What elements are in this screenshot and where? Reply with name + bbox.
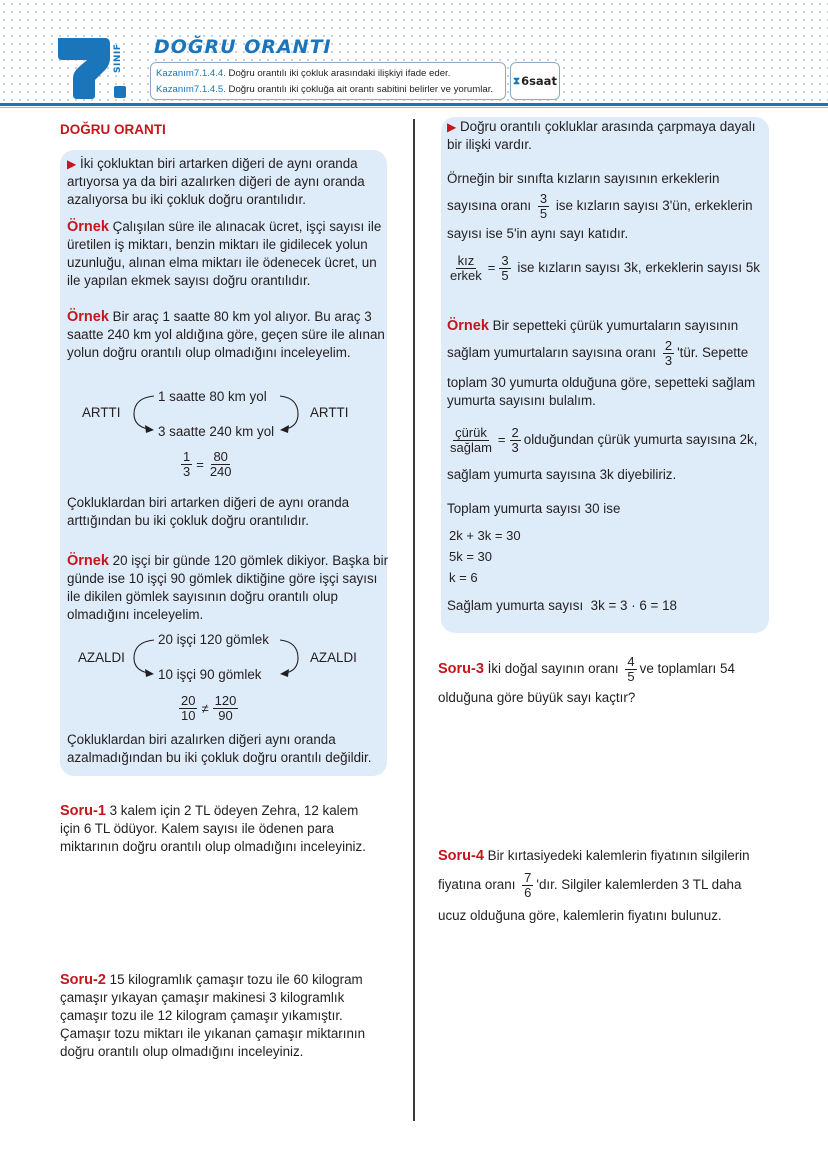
question-label: Soru-4	[438, 848, 484, 864]
section-title: DOĞRU ORANTI	[60, 122, 166, 137]
text: 'tür. Sepette	[677, 345, 749, 360]
example-label: Örnek	[447, 318, 489, 334]
grade-label: SINIF	[113, 43, 123, 73]
learning-outcomes-box	[150, 62, 506, 100]
equals-sign: =	[196, 456, 204, 472]
example-text: 20 işçi bir günde 120 gömlek dikiyor. Başka bir günde ise 10 işçi 90 gömlek diktiğine göre işçi sayısı ile dikilen gömlek sayısının doğru orantılı olup olmadığını inceleyelim.	[67, 553, 389, 622]
example-label: Örnek	[67, 309, 109, 325]
example-2-conclusion: Çokluklardan biri artarken diğeri de aynı oranda arttığından bu iki çokluk doğru orantılıdır.	[67, 495, 350, 528]
ratio-inequality	[176, 694, 241, 723]
grade-seven-icon	[55, 36, 111, 100]
fraction	[179, 694, 197, 723]
question-3-line1	[438, 653, 768, 685]
question-label: Soru-1	[60, 803, 106, 819]
numerator: 80	[213, 449, 228, 464]
diagram-row-1: 20 işçi 120 gömlek	[158, 632, 269, 647]
outcome-code: Kazanım7.1.4.5.	[156, 84, 226, 95]
text: İki doğal sayının oranı	[483, 661, 619, 676]
fraction	[213, 694, 239, 723]
example-3-conclusion: Çokluklardan biri azalırken diğeri aynı oranda azalmadığından bu iki çokluk doğru orantılı değildir.	[67, 732, 372, 765]
question-1	[60, 802, 382, 856]
egg-ratio-line2: sağlam yumurta sayısına 3k diyebiliriz.	[447, 467, 677, 482]
numerator: 120	[214, 693, 237, 708]
page-title: DOĞRU ORANTI	[154, 36, 332, 58]
equation-2: 5k = 30	[449, 549, 493, 564]
outcome-code: Kazanım7.1.4.4.	[156, 68, 226, 79]
numerator: 2	[511, 424, 519, 440]
question-4-line1	[438, 847, 773, 865]
text: ve toplamları 54	[639, 661, 735, 676]
right-example-line1	[447, 317, 769, 335]
right-example-line3: toplam 30 yumurta olduğuna göre, sepetteki sağlam yumurta sayısını bulalım.	[447, 375, 756, 408]
text: Bir sepetteki çürük yumurtaların sayısının	[488, 318, 739, 333]
curved-arrow-left-icon	[130, 636, 160, 680]
left-side-label: AZALDI	[78, 650, 125, 665]
rule-text	[447, 118, 765, 154]
left-side-label: ARTTI	[82, 405, 121, 420]
not-equal-sign: ≠	[201, 700, 209, 716]
result-line: Sağlam yumurta sayısı 3k = 3 · 6 = 18	[447, 598, 677, 613]
curved-arrow-right-icon	[276, 636, 306, 680]
triangle-bullet-icon: ▶	[447, 120, 457, 134]
denominator: 5	[539, 205, 548, 221]
denominator: 5	[501, 267, 509, 283]
triangle-bullet-icon: ▶	[67, 157, 77, 171]
numerator: 7	[524, 869, 532, 885]
para1-line3: sayısı ise 5'in aynı sayı katıdır.	[447, 226, 629, 241]
grade-logo	[55, 36, 131, 102]
fraction	[499, 254, 510, 283]
text: fiyatına oranı	[438, 877, 516, 892]
header-rule-thin	[0, 107, 828, 108]
question-3-line2: olduğuna göre büyük sayı kaçtır?	[438, 690, 636, 705]
curved-arrow-right-icon	[276, 392, 306, 436]
question-4-line3: ucuz olduğuna göre, kalemlerin fiyatını bulunuz.	[438, 908, 722, 923]
equation-1: 2k + 3k = 30	[449, 528, 521, 543]
numerator: 20	[181, 693, 196, 708]
text: ise kızların sayısı 3k, erkeklerin sayısı 5k	[517, 260, 760, 275]
fraction	[448, 254, 484, 283]
denominator: 90	[218, 708, 233, 723]
example-1	[67, 218, 385, 290]
numerator: 2	[664, 337, 673, 353]
question-text: 15 kilogramlık çamaşır tozu ile 60 kilogram çamaşır yıkayan çamaşır makinesi 3 kilogramlık çamaşır tozu ile 12 kilogram çamaşır yıkamıştır. Çamaşır tozu miktarı ile yıkanan çamaşır miktarının doğru orantılı olup olmadığını inceleyiniz.	[60, 972, 366, 1059]
numerator: 1	[183, 449, 191, 464]
outcome-text: Doğru orantılı iki çokluğa ait orantı sabitini belirler ve yorumlar.	[225, 84, 494, 95]
definition-body: İki çokluktan biri artarken diğeri de aynı oranda artıyorsa ya da biri azalırken diğeri de aynı oranda azalıyorsa bu iki çokluk doğru orantılıdır.	[67, 156, 365, 207]
numerator: 3	[501, 252, 509, 268]
text: sağlam yumurtaların sayısına oranı	[447, 345, 657, 360]
learning-outcome	[156, 82, 500, 98]
denominator: 3	[511, 439, 519, 455]
outcome-text: Doğru orantılı iki çokluk arasındaki ilişkiyi ifade eder.	[225, 68, 451, 79]
equals-sign: =	[487, 260, 496, 276]
fraction	[538, 192, 549, 221]
numerator: 3	[539, 190, 548, 206]
duration-badge	[510, 62, 560, 100]
question-2	[60, 971, 382, 1061]
text: Bir kırtasiyedeki kalemlerin fiyatının silgilerin	[483, 848, 750, 863]
fraction	[208, 450, 234, 479]
logo-dot	[114, 86, 126, 98]
ratio-equation	[178, 450, 237, 479]
numerator: 4	[627, 653, 635, 669]
text: sayısına oranı	[447, 198, 532, 213]
example-label: Örnek	[67, 219, 109, 235]
egg-ratio-statement	[445, 424, 773, 456]
ratio-statement	[445, 252, 773, 284]
right-example-line2	[447, 337, 772, 369]
learning-outcome	[156, 66, 500, 82]
denominator: 240	[209, 464, 232, 479]
question-4-line2	[438, 869, 773, 901]
fraction	[663, 339, 674, 368]
example-text: Çalışılan süre ile alınacak ücret, işçi sayısı ile üretilen iş miktarı, benzin miktarı ile gidilecek yolun uzunluğu, alınan elma miktarı ile ödenecek ücret, un ile yapılan ekmek sayısı doğru orantılıdır.	[67, 219, 382, 288]
question-text: 3 kalem için 2 TL ödeyen Zehra, 12 kalem için 6 TL ödüyor. Kalem sayısı ile ödenen para miktarının doğru orantılı olup olmadığını inceleyiniz.	[60, 803, 366, 854]
fraction	[625, 655, 636, 684]
fraction	[522, 871, 533, 900]
denominator: 10	[181, 708, 196, 723]
equals-sign: =	[497, 432, 506, 448]
rule-body: Doğru orantılı çokluklar arasında çarpmaya dayalı bir ilişki vardır.	[447, 119, 756, 152]
hourglass-icon: ⧗	[513, 75, 521, 87]
example-2	[67, 308, 387, 362]
fraction	[181, 450, 192, 479]
duration-text: 6saat	[521, 74, 557, 88]
right-side-label: ARTTI	[310, 405, 349, 420]
fraction	[510, 426, 521, 455]
denominator: erkek	[450, 267, 482, 283]
right-side-label: AZALDI	[310, 650, 357, 665]
curved-arrow-left-icon	[130, 392, 160, 436]
example-label: Örnek	[67, 553, 109, 569]
denominator: sağlam	[450, 439, 492, 455]
denominator: 3	[664, 352, 673, 368]
definition-text	[67, 155, 382, 209]
numerator: çürük	[455, 424, 487, 440]
diagram-row-2: 3 saatte 240 km yol	[158, 424, 275, 439]
diagram-row-2: 10 işçi 90 gömlek	[158, 667, 262, 682]
fraction	[448, 426, 494, 455]
denominator: 5	[627, 668, 635, 684]
header-rule	[0, 103, 828, 106]
text: olduğundan çürük yumurta sayısına 2k,	[523, 432, 758, 447]
example-text: Bir araç 1 saatte 80 km yol alıyor. Bu araç 3 saatte 240 km yol aldığına göre, geçen süre ile alınan yolun doğru orantılı olup olmadığını inceleyelim.	[67, 309, 385, 360]
denominator: 3	[183, 464, 191, 479]
equation-3: k = 6	[449, 570, 478, 585]
question-label: Soru-2	[60, 972, 106, 988]
column-divider	[413, 119, 415, 1121]
total-line: Toplam yumurta sayısı 30 ise	[447, 501, 621, 516]
para1-line1: Örneğin bir sınıfta kızların sayısının erkeklerin	[447, 171, 720, 186]
text: 'dır. Silgiler kalemlerden 3 TL daha	[536, 877, 742, 892]
denominator: 6	[524, 884, 532, 900]
para1-line2	[447, 190, 772, 222]
text: ise kızların sayısı 3'ün, erkeklerin	[555, 198, 753, 213]
example-3	[67, 552, 389, 624]
page-header	[0, 0, 828, 104]
diagram-row-1: 1 saatte 80 km yol	[158, 389, 267, 404]
question-label: Soru-3	[438, 661, 484, 677]
numerator: kız	[457, 252, 475, 268]
